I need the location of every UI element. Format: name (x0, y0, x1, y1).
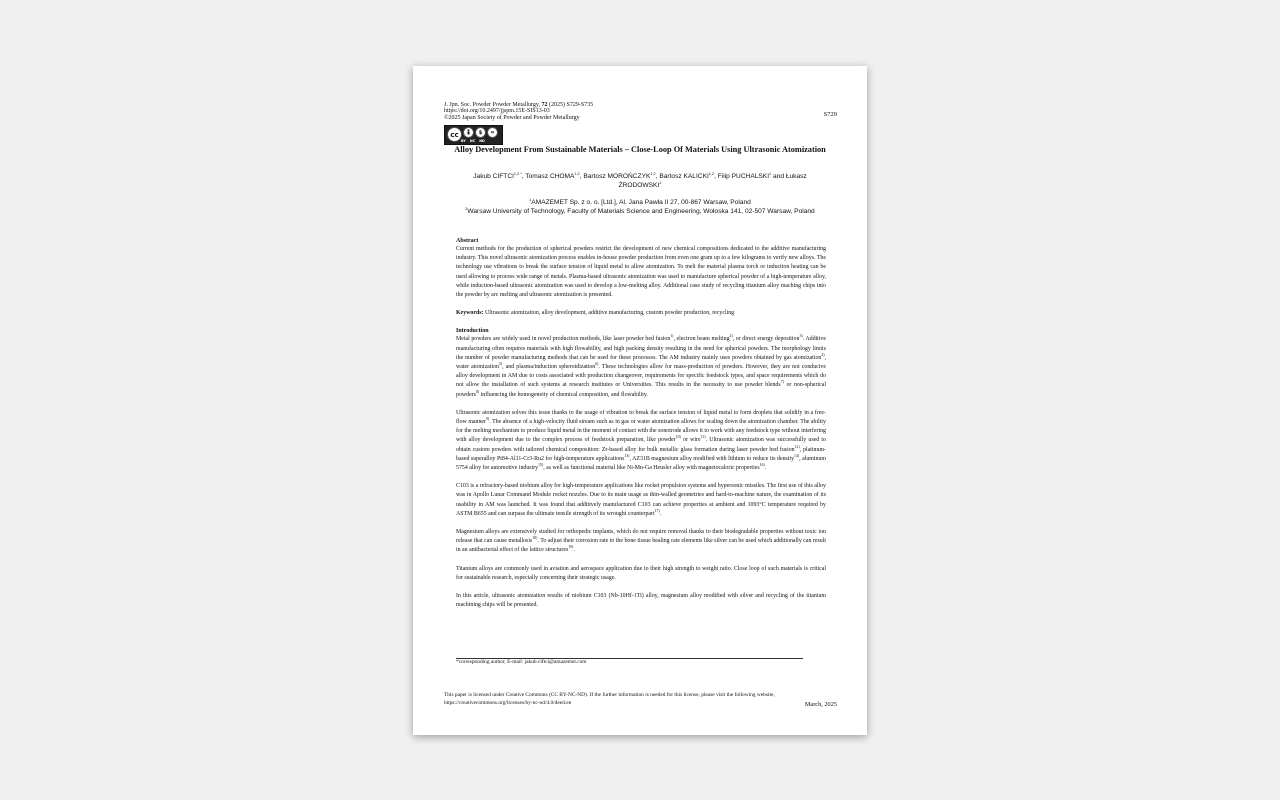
introduction-heading: Introduction (456, 328, 489, 335)
publication-date: March, 2025 (804, 701, 837, 708)
doi-link[interactable]: https://doi.org/10.2497/jjspm.15E-SIS13-03 (444, 108, 550, 115)
keywords-label: Keywords: (456, 310, 484, 317)
cc-icon: cc (447, 127, 462, 142)
affiliation-2: $^2$Warsaw University of Technology, Faculty of Materials Science and Engineering, Wołoska 141, 02-507 Warsaw, Poland (465, 206, 815, 215)
journal-header (444, 102, 593, 121)
license-text: This paper is licensed under Creative Commons (CC BY-NC-ND). If the further information is needed for this license, please visit the following website, (444, 692, 775, 698)
paper-page (413, 66, 867, 735)
cc-badge-labels: BY NC ND (461, 139, 485, 143)
intro-paragraph-3: C103 is a refractory-based niobium alloy for high-temperature applications like rocket propulsion systems and hypersonic missiles. The first use of this alloy was in Apollo Lunar Command Module rocket nozzles. Due to its main usage as thin-walled geometries and hard-to-machine nature, the examination of its usability in AM was launched. It was found that additively manufactured C103 can achieve properties at ambient and 1093°C temperature required by ASTM B655 and can surpass the ultimate tensile strength of its wrought counterpart$^{17)}$. (456, 483, 826, 517)
paper-title: Alloy Development From Sustainable Materials – Close-Loop Of Materials Using Ultrasonic Atomization (454, 145, 826, 154)
page-number: S729 (823, 111, 837, 118)
keywords (456, 309, 826, 318)
abstract-text: Current methods for the production of spherical powders restrict the development of new chemical compositions dedicated to the additive manufacturing industry. This novel ultrasonic atomization process enables in-house powder production from even one gram up to a few kilograms to verify new alloys. The technology use vibrations to break the surface tension of liquid metal to allow atomization. To melt the material plasma torch or induction heating can be used allowing to process wide range of metals. Plasma-based ultrasonic atomization was used to manufacture spherical powder of a high-temperature alloy, while induction-based ultrasonic atomization was used to develop a low-melting alloy. Additional case study of recycling titanium alloy maching chips into the powder by arc melting and ultrasonic atomization is presented. (456, 246, 826, 299)
corresponding-author-footnote: *corresponding author, E-mail: jakub.ciftci@amazemet.com (456, 659, 587, 665)
affiliation-1: $^1$AMAZEMET Sp. z o. o. [Ltd.], Al. Jana Pawła II 27, 00-867 Warsaw, Poland (529, 197, 751, 206)
journal-citation: J. Jpn. Soc. Powder Powder Metallurgy, 72 (2025) S729-S735 (444, 102, 594, 108)
paper-body (456, 237, 826, 611)
copyright-line: ©2025 Japan Society of Powder and Powder Metallurgy (444, 114, 580, 121)
intro-paragraph-5: Titanium alloys are commonly used in aviation and aerospace application due to their high strength to weight ratio. Close loop of such materials is critical for sustainable research, especially concerning their strategic usage. (456, 565, 826, 581)
abstract-heading: Abstract (456, 238, 479, 244)
by-person-icon (463, 127, 474, 138)
cc-license-badge[interactable] (444, 125, 503, 145)
author-list: Jakub $CIFTCI^{1,2 *}$, Tomasz CHOMA$^{1,2}$, Bartosz MOROŃCZYK$^{1,2}$, Bartosz KALICKI$^{1,2}$, Filip PUCHALSKI$^1$ and Łukasz ŻRODOWSKI$^1$ (473, 171, 807, 189)
intro-paragraph-4: Magnesium alloys are extensively studied for orthopedic implants, which do not require removal thanks to their biodegradable properties without toxic ion release that can cause metallosis$^{18)}$. To adjust their corrosion rate to the bone tissue healing rate elements like silver can be used which additionally can result in an antibacterial effect of the lattice structures$^{19)}$. (456, 529, 826, 554)
no-derivatives-icon: = (487, 127, 498, 138)
license-url[interactable]: https://creativecommons.org/licenses/by-nc-nd/4.0/deed.en (444, 700, 572, 707)
license-notice (444, 691, 832, 708)
intro-paragraph-6: In this article, ultrasonic atomization results of niobium C103 (Nb-10Hf-1Ti) alloy, magnesium alloy modified with silver and recycling of the titanium machining chips will be presented. (456, 593, 826, 609)
intro-paragraph-2: Ultrasonic atomization solves this issue thanks to the usage of vibration to break the surface tension of liquid metal to form droplets that solidify in a free-flow manner$^{9)}$. The absence of a high-velocity fluid stream such as in gas or water atomization allows for scaling down the atomization chamber. The ability for the melting mechanism to produce liquid metal in the moment of contact with the sonotrode allows it to work with any feedstock type without interfering with alloy development due to the complex process of feedstock preparation, like powder$^{10)}$ or wire$^{11)}$. Ultrasonic atomization was successfully used to obtain custom powders with tailored chemical composition: Zr-based alloy for bulk metallic glass formation during laser powder bed fusion$^{12)}$, platinum-based superalloy Pt84-Al11-Cr3-Ru2 for high-temperature applications$^{13)}$, AZ31B magnesium alloy modified with lithium to reduce its density$^{14)}$, aluminum 5754 alloy for automotive industry$^{15)}$, as well as functional material like Ni-Mn-Ga Heusler alloy with magnetocaloric properties$^{16)}$. (456, 409, 826, 472)
affiliations (446, 199, 834, 217)
keywords-text: Ultrasonic atomization, alloy development, additive manufacturing, custom powder production, recycling (483, 310, 735, 317)
intro-paragraph-1: Metal powders are widely used in novel production methods, like laser powder bed fusion$^{1)}$, electron beam melting$^{2)}$, or direct energy deposition$^{3)}$. Additive manufacturing often requires materials with high flowability, and high packing density resulting in the need for spherical powders. The morphology limits the number of powder manufacturing methods that can be used for these processes. The AM industry mainly uses powders obtained by gas atomization$^{4)}$, water atomization$^{5)}$, and plasma/induction spheroidization$^{6)}$. These technologies allow for mass-production of powders. However, they are not conducive alloy development in AM due to costs associated with production changeover, requirements for specific feedstock types, and space requirements which do not allow the installation of such systems at research institutes or Universities. This results in the necessity to use powder blends$^{7)}$ or non-spherical powders$^{8)}$ influencing the homogeneity of chemical composition, and flowability. (456, 334, 826, 398)
non-commercial-icon: $ (475, 127, 486, 138)
